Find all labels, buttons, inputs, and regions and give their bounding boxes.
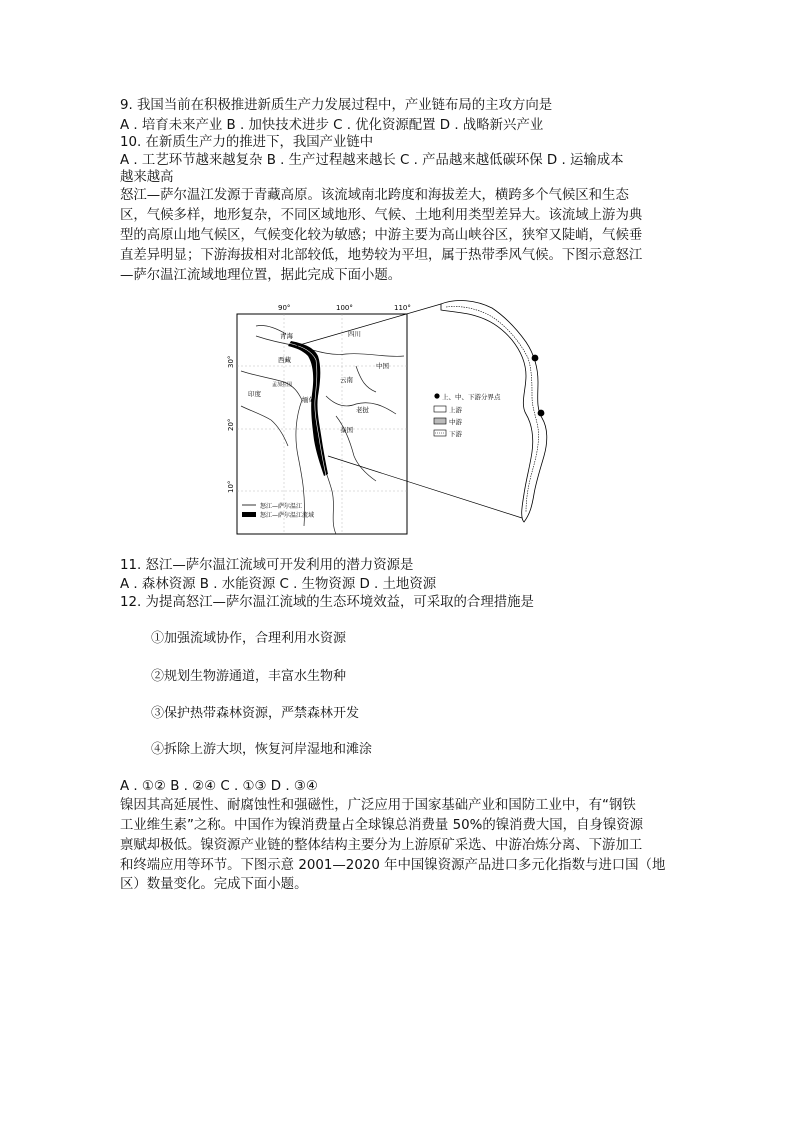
place-yunnan: 云南 — [340, 376, 353, 384]
legend-basin: 怒江—萨尔温江流域 — [260, 512, 315, 519]
legend-basin-swatch — [242, 512, 256, 517]
boundary-point — [532, 355, 539, 362]
q12-options: A . ①② B . ②④ C . ①③ D . ③④ — [120, 779, 318, 794]
place-laos: 老挝 — [356, 406, 369, 414]
passage2-line: 和终端应用等环节。下图示意 2001—2020 年中国镍资源产品进口多元化指数与进口国（地 — [120, 858, 666, 873]
passage2-line: 工业维生素”之称。中国作为镍消费量占全球镍总消费量 50%的镍消费大国，自身镍资源 — [120, 818, 644, 833]
q11-options: A . 森林资源 B . 水能资源 C . 生物资源 D . 土地资源 — [120, 577, 437, 592]
q10-stem: 10. 在新质生产力的推进下，我国产业链中 — [120, 135, 374, 150]
passage1-line: 型的高原山地气候区，气候变化较为敏感；中游主要为高山峡谷区，狭窄又陡峭，气候垂 — [120, 228, 643, 243]
place-thailand: 泰国 — [340, 426, 353, 434]
passage1-line: 区，气候多样，地形复杂，不同区域地形、气候、土地利用类型差异大。该流域上游为典 — [120, 208, 643, 223]
legend-upper: 上游 — [449, 406, 462, 414]
basin-map-figure — [227, 296, 566, 536]
lon-label: 110° — [394, 304, 411, 312]
q12-item: ②规划生物游通道，丰富水生物种 — [151, 669, 347, 684]
passage1-line: 怒江—萨尔温江发源于青藏高原。该流域南北跨度和海拔差大，横跨多个气候区和生态 — [120, 188, 629, 203]
place-india: 印度 — [248, 390, 261, 398]
q12-item: ③保护热带森林资源，严禁森林开发 — [151, 706, 360, 721]
legend-lower: 下游 — [449, 430, 462, 438]
place-china: 中国 — [376, 362, 389, 370]
boundary-point — [538, 410, 545, 417]
q9-stem: 9. 我国当前在积极推进新质生产力发展过程中，产业链布局的主攻方向是 — [120, 98, 553, 113]
q11-stem: 11. 怒江—萨尔温江流域可开发利用的潜力资源是 — [120, 558, 414, 573]
lon-label: 100° — [336, 304, 353, 312]
legend-middle-swatch — [434, 418, 446, 424]
passage2-line: 区）数量变化。完成下面小题。 — [120, 877, 308, 892]
passage1-line: —萨尔温江流域地理位置，据此完成下面小题。 — [120, 268, 402, 283]
lon-label: 90° — [278, 304, 291, 312]
map-frame — [237, 314, 407, 534]
legend-points: 上、中、下游分界点 — [442, 393, 501, 401]
legend-upper-swatch — [434, 406, 446, 412]
q12-item: ④拆除上游大坝，恢复河岸湿地和滩涂 — [151, 742, 373, 757]
place-xizang: 西藏 — [278, 356, 291, 364]
lat-label: 20° — [227, 418, 235, 431]
lat-label: 30° — [227, 355, 235, 368]
legend-middle: 中游 — [449, 418, 462, 426]
passage2-line: 镍因其高延展性、耐腐蚀性和强磁性，广泛应用于国家基础产业和国防工业中，有“钢铁 — [120, 798, 636, 813]
legend-river: 怒江—萨尔温江 — [260, 503, 303, 510]
place-myanmar: 缅甸 — [302, 396, 315, 404]
place-bangladesh: 孟加拉国 — [272, 382, 293, 388]
q9-options: A . 培育未来产业 B . 加快技术进步 C . 优化资源配置 D . 战略新兴产业 — [120, 118, 544, 133]
place-sichuan: 四川 — [348, 330, 361, 338]
q10-options-cont: 越来越高 — [120, 170, 174, 185]
passage2-line: 禀赋却极低。镍资源产业链的整体结构主要分为上游原矿采选、中游冶炼分离、下游加工 — [120, 838, 643, 853]
place-qinghai: 青海 — [280, 332, 293, 340]
q12-stem: 12. 为提高怒江—萨尔温江流域的生态环境效益，可采取的合理措施是 — [120, 595, 534, 610]
q10-options: A . 工艺环节越来越复杂 B . 生产过程越来越长 C . 产品越来越低碳环保 D . 运输成本 — [120, 153, 624, 168]
q12-item: ①加强流域协作，合理利用水资源 — [151, 631, 347, 646]
legend-point-swatch — [434, 393, 439, 398]
passage1-line: 直差异明显；下游海拔相对北部较低，地势较为平坦，属于热带季风气候。下图示意怒江 — [120, 248, 643, 263]
lat-label: 10° — [227, 480, 235, 493]
